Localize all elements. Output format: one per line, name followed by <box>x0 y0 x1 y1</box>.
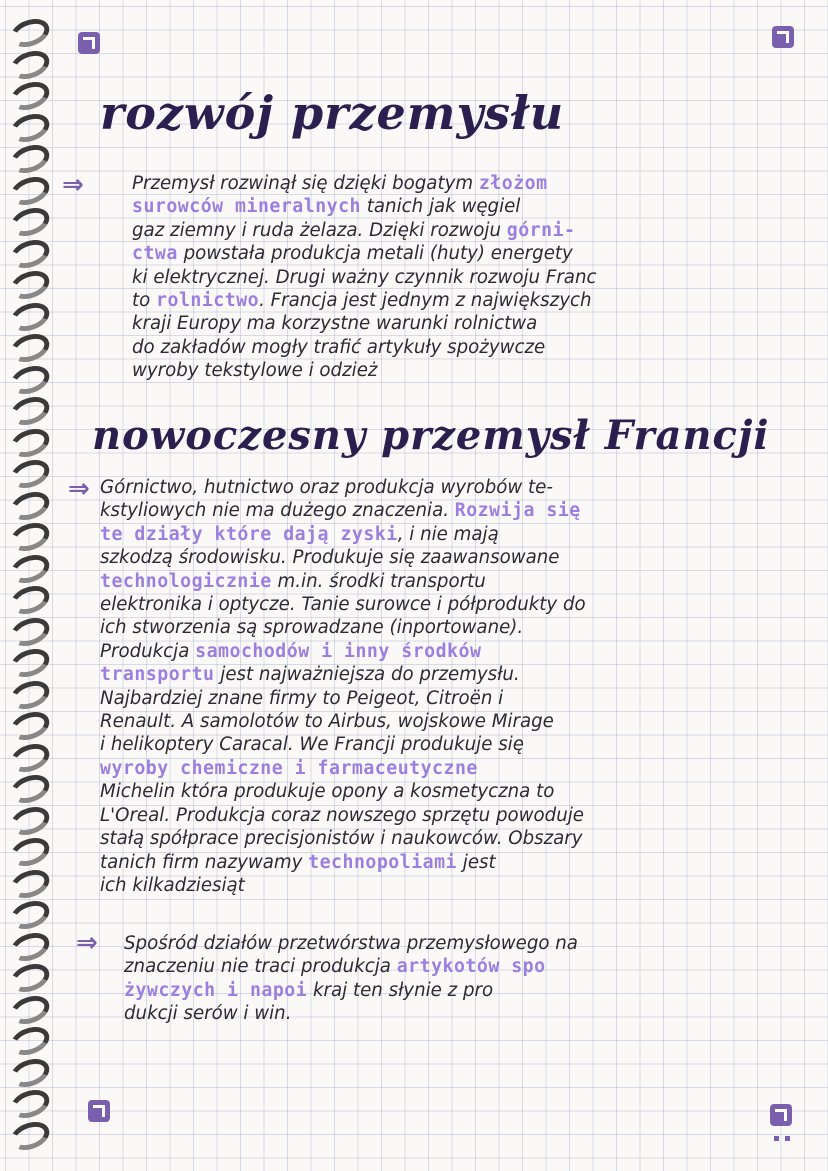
text-line <box>100 780 720 803</box>
spiral-ring-icon <box>7 360 53 398</box>
spiral-ring-icon <box>7 707 53 745</box>
highlighted-term: surowców mineralnych <box>132 196 361 218</box>
page-title: rozwój przemysłu <box>100 86 565 140</box>
text-line <box>132 219 722 242</box>
arrow-icon: ⇒ <box>76 928 98 958</box>
highlighted-term: technopoliami <box>308 851 458 873</box>
spiral-ring-icon <box>7 644 53 682</box>
text-line <box>100 640 720 663</box>
text-line <box>100 523 720 546</box>
spiral-ring-icon <box>7 455 53 493</box>
text-line <box>132 266 722 289</box>
text-line <box>100 570 720 593</box>
text-segment: ich kilkadziesiąt <box>100 874 245 896</box>
corner-marker-icon <box>88 1100 110 1122</box>
text-line <box>100 874 720 897</box>
text-segment: . Francja jest jednym z największych <box>259 290 592 312</box>
highlighted-term: rolnictwo <box>156 290 260 312</box>
text-segment: szkodzą środowisku. Produkuje się zaawansowane <box>100 547 560 569</box>
text-line <box>100 663 720 686</box>
text-line <box>132 359 722 382</box>
highlighted-term: wyroby chemiczne i farmaceutyczne <box>100 757 478 779</box>
spiral-ring-icon <box>7 770 53 808</box>
text-segment: kraj ten słynie z pro <box>307 979 494 1001</box>
text-segment: m.in. środki transportu <box>271 570 486 592</box>
text-segment: wyroby tekstylowe i odzież <box>132 360 378 382</box>
spiral-ring-icon <box>7 486 53 524</box>
spiral-ring-icon <box>7 14 53 52</box>
text-line <box>132 242 722 265</box>
highlighted-term: technologicznie <box>100 570 272 592</box>
text-line <box>124 979 724 1002</box>
text-segment: to <box>132 290 157 312</box>
spiral-ring-icon <box>7 801 53 839</box>
text-line <box>100 499 720 522</box>
text-segment: tanich firm nazywamy <box>100 851 309 873</box>
text-segment: Spośród działów przetwórstwa przemysłowego na <box>124 933 578 954</box>
arrow-icon: ⇒ <box>62 170 84 200</box>
highlighted-term: złożom <box>478 173 548 194</box>
corner-marker-icon <box>770 1104 792 1126</box>
text-segment: do zakładów mogły trafić artykuły spożywcze <box>132 336 546 358</box>
text-segment: jest <box>457 851 496 873</box>
text-line <box>100 804 720 827</box>
highlighted-term: transportu <box>100 664 215 686</box>
text-line <box>132 172 722 195</box>
spiral-ring-icon <box>7 549 53 587</box>
text-segment: tanich jak węgiel <box>361 196 521 218</box>
text-segment: L'Oreal. Produkcja coraz nowszego sprzętu powoduje <box>100 804 584 826</box>
spiral-ring-icon <box>7 990 53 1028</box>
text-segment: ich stworzenia są sprowadzane (inportowane). <box>100 617 524 639</box>
text-segment: dukcji serów i win. <box>124 1003 292 1025</box>
spiral-ring-icon <box>7 108 53 146</box>
text-line <box>100 593 720 616</box>
text-segment: powstała produkcja metali (huty) energety <box>177 243 573 265</box>
spiral-ring-icon <box>7 329 53 367</box>
spiral-ring-icon <box>7 1053 53 1091</box>
corner-marker-icon <box>772 26 794 48</box>
spiral-ring-icon <box>7 203 53 241</box>
section-3-text <box>124 932 724 1026</box>
spiral-ring-icon <box>7 45 53 83</box>
text-line <box>124 1002 724 1025</box>
highlighted-term: żywczych i napoi <box>124 979 308 1001</box>
text-segment: Michelin która produkuje opony a kosmetyczna to <box>100 781 555 803</box>
highlighted-term: Rozwija się <box>454 500 581 522</box>
highlighted-term: ctwa <box>132 243 178 265</box>
spiral-ring-icon <box>7 77 53 115</box>
spiral-ring-icon <box>7 675 53 713</box>
spiral-ring-icon <box>7 423 53 461</box>
text-line <box>124 955 724 978</box>
section-2-text <box>100 476 720 897</box>
text-line <box>132 336 722 359</box>
section-1-text <box>132 172 722 383</box>
spiral-ring-icon <box>7 1022 53 1060</box>
text-line <box>100 687 720 710</box>
spiral-ring-icon <box>7 738 53 776</box>
text-segment: Przemysł rozwinął się dzięki bogatym <box>132 173 479 194</box>
text-line <box>100 546 720 569</box>
spiral-ring-icon <box>7 1085 53 1123</box>
text-segment: ki elektrycznej. Drugi ważny czynnik rozwoju Franc <box>132 266 597 288</box>
spiral-ring-icon <box>7 518 53 556</box>
text-segment: , i nie mają <box>397 523 499 545</box>
spiral-ring-icon <box>7 234 53 272</box>
spiral-ring-icon <box>7 1116 53 1154</box>
text-segment: stałą spółprace precisjonistów i naukowców. Obszary <box>100 828 583 850</box>
spiral-ring-icon <box>7 927 53 965</box>
text-segment: Górnictwo, hutnictwo oraz produkcja wyrobów te- <box>100 477 553 498</box>
spiral-ring-icon <box>7 581 53 619</box>
spiral-ring-icon <box>7 612 53 650</box>
highlighted-term: te działy które dają zyski <box>100 523 398 545</box>
text-segment: Renault. A samolotów to Airbus, wojskowe Mirage <box>100 711 554 733</box>
spiral-binding <box>0 20 50 1160</box>
highlighted-term: artykotów spo <box>396 956 546 978</box>
highlighted-term: samochodów i inny środków <box>195 640 482 662</box>
text-line <box>132 195 722 218</box>
spiral-ring-icon <box>7 392 53 430</box>
spiral-ring-icon <box>7 266 53 304</box>
spiral-ring-icon <box>7 833 53 871</box>
text-segment: gaz ziemny i ruda żelaza. Dzięki rozwoju <box>132 219 507 241</box>
corner-marker-icon <box>78 32 100 54</box>
spiral-ring-icon <box>7 959 53 997</box>
text-segment: znaczeniu nie traci produkcja <box>124 956 397 978</box>
text-segment: i helikoptery Caracal. We Francji produkuje się <box>100 734 524 756</box>
text-line <box>100 851 720 874</box>
text-line <box>100 733 720 756</box>
page-dots-icon <box>774 1136 790 1142</box>
text-segment: jest najważniejsza do przemysłu. <box>214 664 520 686</box>
spiral-ring-icon <box>7 140 53 178</box>
text-line <box>132 289 722 312</box>
text-line <box>100 616 720 639</box>
spiral-ring-icon <box>7 864 53 902</box>
text-segment: Najbardziej znane firmy to Peigeot, Citroën i <box>100 687 504 709</box>
section-title: nowoczesny przemysł Francji <box>92 412 770 459</box>
arrow-icon: ⇒ <box>68 474 90 504</box>
text-line <box>100 827 720 850</box>
text-line <box>100 710 720 733</box>
spiral-ring-icon <box>7 896 53 934</box>
text-line <box>100 757 720 780</box>
text-line <box>132 312 722 335</box>
text-line <box>100 476 720 499</box>
text-segment: kraji Europy ma korzystne warunki rolnictwa <box>132 313 538 335</box>
highlighted-term: górni- <box>506 219 576 241</box>
text-line <box>124 932 724 955</box>
text-segment: kstyliowych nie ma dużego znaczenia. <box>100 500 455 522</box>
spiral-ring-icon <box>7 171 53 209</box>
spiral-ring-icon <box>7 297 53 335</box>
text-segment: elektronika i optycze. Tanie surowce i półprodukty do <box>100 594 586 616</box>
text-segment: Produkcja <box>100 640 196 662</box>
